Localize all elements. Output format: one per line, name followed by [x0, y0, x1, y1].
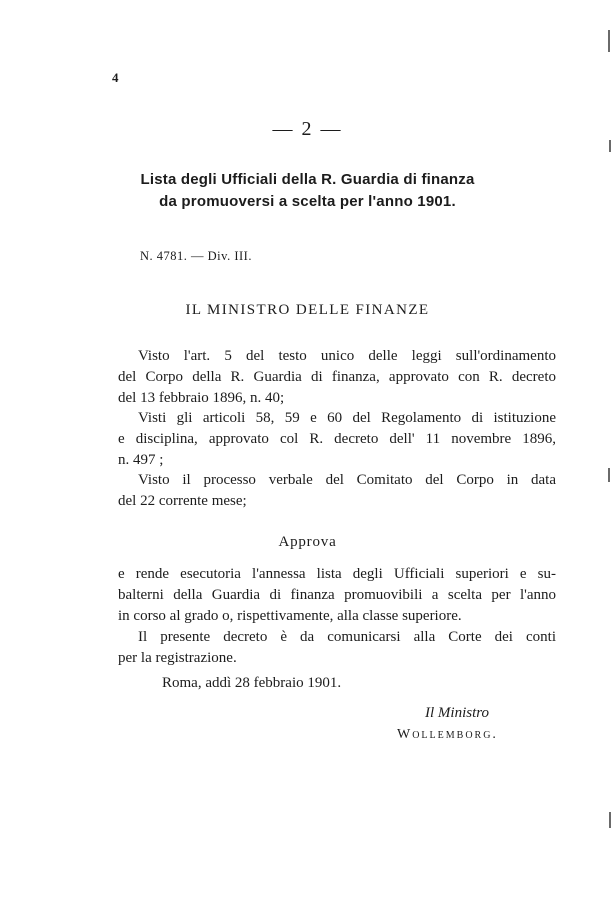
- page-number: 4: [112, 70, 119, 85]
- date-line: Roma, addì 28 febbraio 1901.: [162, 675, 342, 691]
- approva-heading: Approva: [278, 534, 337, 550]
- visto3-line-2: del 22 corrente mese;: [118, 493, 247, 509]
- scan-mark: [609, 812, 611, 828]
- visti2-line-2: e disciplina, approvato col R. decreto dell' 11 novembre 1896,: [118, 431, 556, 447]
- signature-name: Wollemborg.: [397, 727, 498, 742]
- signature-role: Il Ministro: [425, 705, 490, 721]
- title-line-1: Lista degli Ufficiali della R. Guardia di finanza: [140, 171, 475, 188]
- presente-line-1: Il presente decreto è da comunicarsi alla Corte dei conti: [138, 629, 556, 645]
- visto1-line-3: del 13 febbraio 1896, n. 40;: [118, 390, 285, 406]
- scan-mark: [609, 140, 611, 152]
- visto3-line-1: Visto il processo verbale del Comitato del Corpo in data: [138, 472, 556, 488]
- section-number: — 2 —: [272, 118, 343, 140]
- scan-mark: [608, 468, 610, 482]
- visti2-line-3: n. 497 ;: [118, 452, 164, 468]
- visti2-line-1: Visti gli articoli 58, 59 e 60 del Regolamento di istituzione: [138, 410, 556, 426]
- rende-line-3: in corso al grado o, rispettivamente, alla classe superiore.: [118, 608, 462, 624]
- title-line-2: da promuoversi a scelta per l'anno 1901.: [159, 193, 456, 210]
- rende-line-1: e rende esecutoria l'annessa lista degli Ufficiali superiori e su-: [118, 566, 556, 582]
- decree-heading: IL MINISTRO DELLE FINANZE: [185, 302, 430, 318]
- visto1-line-1: Visto l'art. 5 del testo unico delle leggi sull'ordinamento: [138, 348, 556, 364]
- scan-mark: [608, 30, 610, 52]
- reference-number: N. 4781. — Div. III.: [140, 249, 252, 263]
- presente-line-2: per la registrazione.: [118, 650, 237, 666]
- visto1-line-2: del Corpo della R. Guardia di finanza, approvato con R. decreto: [118, 369, 556, 385]
- rende-line-2: balterni della Guardia di finanza promuovibili a scelta per l'anno: [118, 587, 556, 603]
